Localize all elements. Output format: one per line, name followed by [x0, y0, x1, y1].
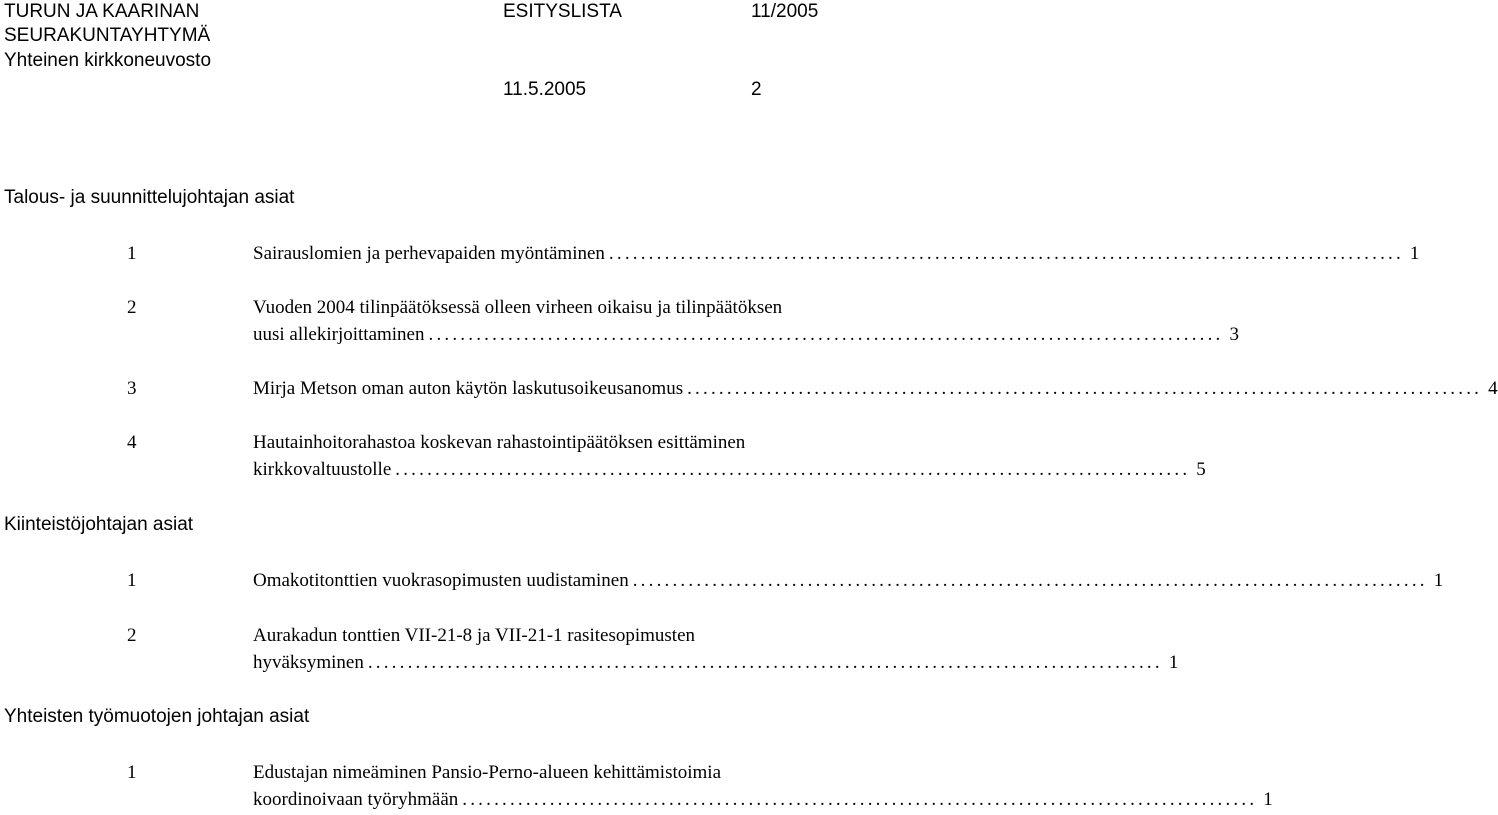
item-number: 1 [127, 762, 137, 783]
item-title: Sairauslomien ja perhevapaiden myöntäminen [253, 243, 605, 264]
item-number: 1 [127, 570, 137, 591]
section-title: Talous- ja suunnittelujohtajan asiat [4, 187, 295, 208]
leader-dots: .................................................................................................... [462, 789, 1258, 810]
item-number: 1 [127, 243, 137, 264]
item-page: 1 [1263, 789, 1273, 810]
leader-dots: .................................................................................................... [428, 324, 1224, 345]
toc-entry[interactable] [253, 456, 1206, 483]
item-page: 3 [1229, 324, 1239, 345]
item-number: 4 [127, 432, 137, 453]
item-page: 1 [1409, 243, 1420, 264]
document-type: ESITYSLISTA [503, 1, 622, 22]
item-title: Edustajan nimeäminen Pansio-Perno-alueen kehittämistoimia [253, 762, 722, 783]
item-page: 1 [1433, 570, 1444, 591]
item-title-continuation: koordinoivaan työryhmään [253, 789, 459, 810]
toc-entry[interactable] [253, 240, 1420, 267]
item-title-continuation: uusi allekirjoittaminen [253, 324, 425, 345]
toc-entry[interactable] [253, 375, 1498, 402]
toc-entry[interactable] [253, 786, 1273, 813]
item-title: Mirja Metson oman auton käytön laskutusoikeusanomus [253, 378, 684, 399]
section-title: Yhteisten työmuotojen johtajan asiat [4, 706, 310, 727]
document-number: 11/2005 [751, 1, 819, 22]
toc-entry[interactable] [253, 567, 1444, 594]
leader-dots: .................................................................................................... [367, 652, 1163, 673]
page-number: 2 [751, 79, 762, 100]
item-title: Hautainhoitorahastoa koskevan rahastointipäätöksen esittäminen [253, 432, 746, 453]
organization-name-line2: SEURAKUNTAYHTYMÄ [4, 25, 211, 46]
organization-name-line1: TURUN JA KAARINAN [4, 1, 200, 22]
item-number: 2 [127, 625, 137, 646]
item-title: Vuoden 2004 tilinpäätöksessä olleen virheen oikaisu ja tilinpäätöksen [253, 297, 783, 318]
leader-dots: .................................................................................................... [608, 243, 1404, 264]
leader-dots: .................................................................................................... [687, 378, 1483, 399]
toc-entry[interactable] [253, 321, 1239, 348]
document-date: 11.5.2005 [503, 79, 587, 100]
item-page: 1 [1168, 652, 1179, 673]
toc-entry[interactable] [253, 649, 1179, 676]
item-page: 5 [1196, 459, 1206, 480]
item-number: 2 [127, 297, 137, 318]
item-title-continuation: kirkkovaltuustolle [253, 459, 392, 480]
item-number: 3 [127, 378, 137, 399]
leader-dots: .................................................................................................... [632, 570, 1428, 591]
item-title: Aurakadun tonttien VII-21-8 ja VII-21-1 rasitesopimusten [253, 625, 696, 646]
section-title: Kiinteistöjohtajan asiat [4, 514, 194, 535]
item-title: Omakotitonttien vuokrasopimusten uudistaminen [253, 570, 629, 591]
item-page: 4 [1488, 378, 1498, 399]
item-title-continuation: hyväksyminen [253, 652, 364, 673]
organization-body: Yhteinen kirkkoneuvosto [4, 50, 212, 71]
leader-dots: .................................................................................................... [395, 459, 1191, 480]
